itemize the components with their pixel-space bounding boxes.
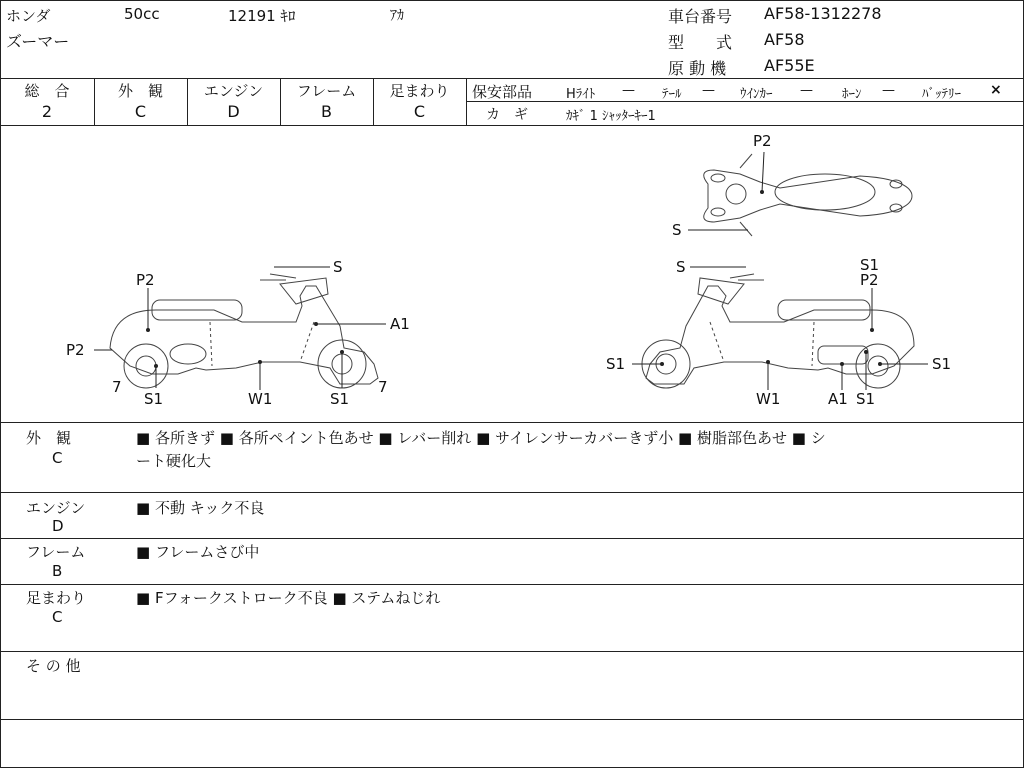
label-left-s1a: S1 xyxy=(144,390,164,408)
engine-label: 原 動 機 xyxy=(668,59,727,78)
remark-suspension-grade: C xyxy=(52,608,63,626)
label-right-p2: P2 xyxy=(860,271,879,289)
scooter-diagram xyxy=(0,126,1024,422)
label-right-a1: A1 xyxy=(828,390,848,408)
safety-item-headlight-mark: — xyxy=(622,83,635,98)
safety-item-horn: ﾎｰﾝ xyxy=(842,87,862,102)
safety-item-tail: ﾃｰﾙ xyxy=(662,87,682,102)
frame-no: AF58-1312278 xyxy=(764,4,882,23)
grade-frame-label: フレーム xyxy=(296,82,357,100)
grade-suspension-label: 足まわり xyxy=(389,82,450,100)
divider xyxy=(0,78,1024,79)
remark-engine-line1: ■ 不動 キック不良 xyxy=(136,499,265,517)
engine-value: AF55E xyxy=(764,56,815,75)
label-left-7b: 7 xyxy=(378,378,388,396)
remark-frame-grade: B xyxy=(52,562,63,580)
safety-item-winker-mark: — xyxy=(800,83,813,98)
safety-item-tail-mark: — xyxy=(702,83,715,98)
divider xyxy=(0,538,1024,539)
grade-engine-label: エンジン xyxy=(203,82,264,100)
divider xyxy=(0,584,1024,585)
remark-exterior-category: 外 観 xyxy=(26,429,72,447)
grade-engine-value: D xyxy=(227,102,240,121)
divider xyxy=(0,492,1024,493)
remark-suspension-category: 足まわり xyxy=(26,589,87,607)
remark-engine-grade: D xyxy=(52,517,64,535)
remark-exterior-line1: ■ 各所きず ■ 各所ペイント色あせ ■ レバー削れ ■ サイレンサーカバーきず小 ■ 樹脂部色あせ ■ シ xyxy=(136,429,826,447)
key-value: ｶｷﾞ 1 ｼｬｯﾀｰｷｰ1 xyxy=(566,109,656,124)
grade-exterior-value: C xyxy=(134,102,147,121)
label-top-p2: P2 xyxy=(753,132,772,150)
label-right-s: S xyxy=(676,258,686,276)
remark-other-category: そ の 他 xyxy=(26,657,81,675)
label-top-s: S xyxy=(672,221,682,239)
model-name: ズーマー xyxy=(6,32,70,51)
safety-item-horn-mark: — xyxy=(882,83,895,98)
label-right-w1: W1 xyxy=(756,390,781,408)
grade-suspension-value: C xyxy=(413,102,426,121)
grade-total-label: 総 合 xyxy=(24,82,70,100)
divider xyxy=(0,651,1024,652)
label-left-a1: A1 xyxy=(390,315,410,333)
key-label: カ ギ xyxy=(486,107,528,123)
safety-item-headlight: Hﾗｲﾄ xyxy=(566,87,596,102)
remark-suspension-line1: ■ Fフォークストローク不良 ■ ステムねじれ xyxy=(136,589,441,607)
displacement: 50cc xyxy=(124,5,160,23)
label-left-7a: 7 xyxy=(112,378,122,396)
color: ｱｶ xyxy=(390,8,404,24)
label-left-w1: W1 xyxy=(248,390,273,408)
grade-total-value: 2 xyxy=(41,102,53,121)
maker: ホンダ xyxy=(6,7,51,25)
safety-item-winker: ｳｲﾝｶｰ xyxy=(740,87,773,102)
label-right-s1-right: S1 xyxy=(932,355,952,373)
grade-frame-value: B xyxy=(321,102,332,121)
remark-exterior-line2: ート硬化大 xyxy=(136,452,212,470)
safety-item-battery: ﾊﾞｯﾃﾘｰ xyxy=(922,87,961,102)
label-left-p2-top: P2 xyxy=(136,271,155,289)
type-label: 型 式 xyxy=(668,33,733,52)
label-left-p2-side: P2 xyxy=(66,341,85,359)
label-left-s1b: S1 xyxy=(330,390,350,408)
safety-label: 保安部品 xyxy=(472,83,533,101)
remark-engine-category: エンジン xyxy=(26,499,86,517)
type-value: AF58 xyxy=(764,30,805,49)
label-right-s1-top: S1 xyxy=(860,256,880,274)
divider xyxy=(0,422,1024,423)
remark-exterior-grade: C xyxy=(52,449,63,467)
mileage: 12191 ｷﾛ xyxy=(228,7,296,25)
divider xyxy=(0,719,1024,720)
label-left-s: S xyxy=(333,258,343,276)
remark-frame-category: フレーム xyxy=(26,543,86,561)
grade-exterior-label: 外 観 xyxy=(117,82,163,100)
label-right-s1-bottom: S1 xyxy=(856,390,876,408)
safety-item-battery-mark: × xyxy=(990,82,1002,98)
frame-no-label: 車台番号 xyxy=(668,7,733,26)
remark-frame-line1: ■ フレームさび中 xyxy=(136,543,260,561)
label-right-s1-left: S1 xyxy=(606,355,626,373)
